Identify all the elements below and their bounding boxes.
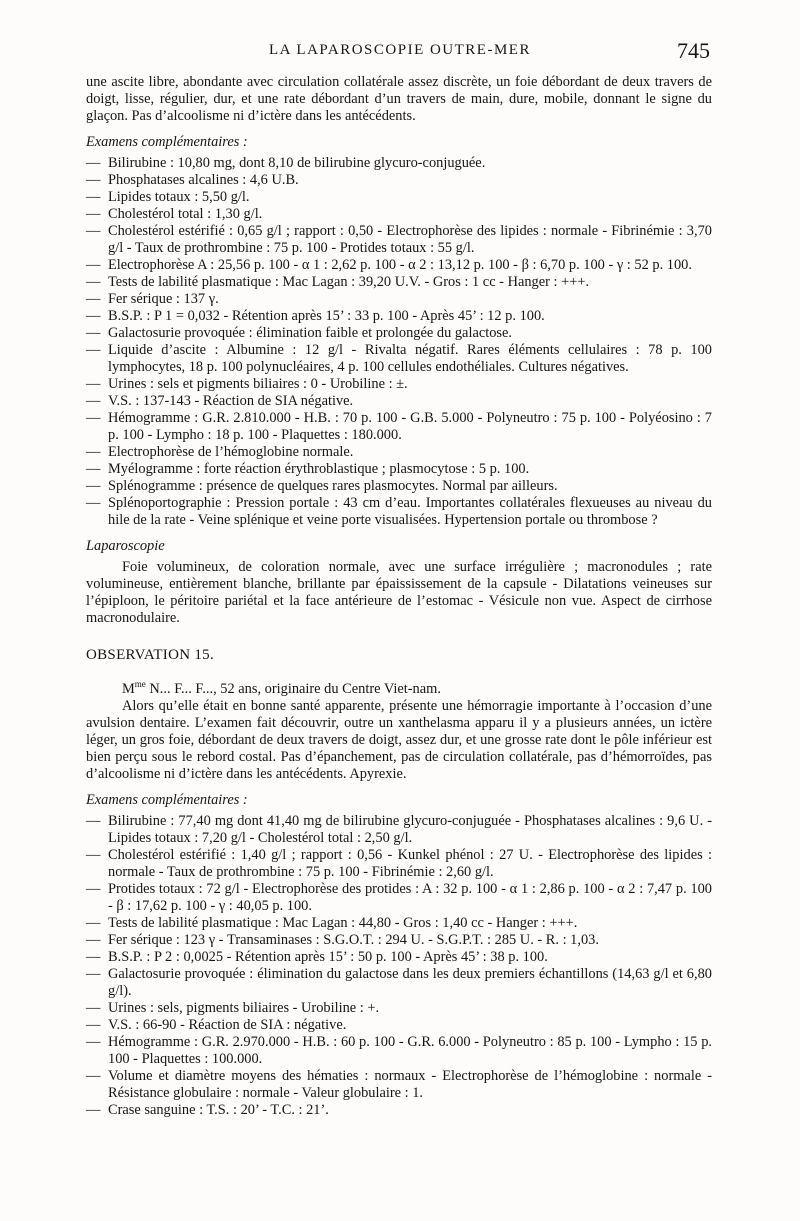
intro-paragraph: une ascite libre, abondante avec circulation collatérale assez discrète, un foie débordant de deux travers de doigt, lisse, régulier, dur, et une rate débordant d’un travers de main, dure, mobile, donnant le signe du glaçon. Pas d’alcoolisme ni d’ictère dans les antécédents. bbox=[86, 74, 712, 124]
list-item: — Volume et diamètre moyens des hématies : normaux - Electrophorèse de l’hémoglobine : normale - Résistance globulaire : normale - Valeur globulaire : 1. bbox=[86, 1068, 712, 1102]
laparoscopie-paragraph: Foie volumineux, de coloration normale, avec une surface irrégulière ; macronodules ; rate volumineuse, entièrement blanche, brillante par épaississement de la capsule - Dilatations veineuses sur l’épiploon, le péritoire pariétal et la face antérieure de l’estomac - Vésicule non vue. Aspect de cirrhose macronodulaire. bbox=[86, 559, 712, 626]
list-item: — Cholestérol total : 1,30 g/l. bbox=[86, 206, 712, 223]
list-item: — Myélogramme : forte réaction érythroblastique ; plasmocytose : 5 p. 100. bbox=[86, 461, 712, 478]
list-item: — Fer sérique : 137 γ. bbox=[86, 291, 712, 308]
list-item: — Lipides totaux : 5,50 g/l. bbox=[86, 189, 712, 206]
section-label-exams-1: Examens complémentaires : bbox=[86, 134, 248, 150]
page-body bbox=[86, 74, 712, 1119]
patient-line bbox=[86, 676, 712, 698]
list-item: — Urines : sels, pigments biliaires - Urobiline : +. bbox=[86, 1000, 712, 1017]
section-label-exams-2: Examens complémentaires : bbox=[86, 791, 248, 808]
page-number: 745 bbox=[677, 38, 710, 63]
list-item: — B.S.P. : P 2 : 0,0025 - Rétention après 15’ : 50 p. 100 - Après 45’ : 38 p. 100. bbox=[86, 949, 712, 966]
running-title: LA LAPAROSCOPIE OUTRE-MER bbox=[269, 42, 531, 58]
patient-title: $M^{me}$ bbox=[122, 679, 146, 697]
observation-heading: OBSERVATION 15. bbox=[86, 647, 215, 663]
list-item: — Bilirubine : 77,40 mg dont 41,40 mg de bilirubine glycuro-conjuguée - Phosphatases alcalines : 9,6 U. - Lipides totaux : 7,20 g/l - Cholestérol total : 2,50 g/l. bbox=[86, 813, 712, 847]
list-item: — V.S. : 66-90 - Réaction de SIA : négative. bbox=[86, 1017, 712, 1034]
history-paragraph: Alors qu’elle était en bonne santé apparente, présente une hémorragie importante à l’occasion d’une avulsion dentaire. L’examen fait découvrir, outre un xanthelasma apparu il y a plusieurs années, un ictère léger, un gros foie, débordant de deux travers de doigt, assez dur, et une grosse rate dont le pôle inférieur est bien perçu sous le rebord costal. Pas d’épanchement, pas de circulation collatérale, pas d’hémorroïdes, pas d’alcoolisme ni d’ictère dans les antécédents. Apyrexie. bbox=[86, 697, 712, 782]
list-item: — Protides totaux : 72 g/l - Electrophorèse des protides : A : 32 p. 100 - α 1 : 2,86 p. 100 - α 2 : 7,47 p. 100 - β : 17,62 p. 100 - γ : 40,05 p. 100. bbox=[86, 881, 712, 915]
exam-list-2 bbox=[86, 813, 712, 1119]
list-item: — Hémogramme : G.R. 2.810.000 - H.B. : 70 p. 100 - G.B. 5.000 - Polyneutro : 75 p. 100 - Polyéosino : 7 p. 100 - Lympho : 18 p. 100 - Plaquettes : 180.000. bbox=[86, 410, 712, 444]
patient-details: N... F... F..., 52 ans, originaire du Centre Viet-nam. bbox=[149, 680, 441, 697]
list-item: — Galactosurie provoquée : élimination du galactose dans les deux premiers échantillons (14,63 g/l et 6,80 g/l). bbox=[86, 966, 712, 1000]
exam-list-1 bbox=[86, 155, 712, 529]
list-item: — Tests de labilité plasmatique : Mac Lagan : 44,80 - Gros : 1,40 cc - Hanger : +++. bbox=[86, 915, 712, 932]
list-item: — Urines : sels et pigments biliaires : 0 - Urobiline : ±. bbox=[86, 376, 712, 393]
list-item: — Electrophorèse de l’hémoglobine normale. bbox=[86, 444, 712, 461]
list-item: — Bilirubine : 10,80 mg, dont 8,10 de bilirubine glycuro-conjuguée. bbox=[86, 155, 712, 172]
section-label-laparoscopie: Laparoscopie bbox=[86, 538, 165, 554]
list-item: — Electrophorèse A : 25,56 p. 100 - α 1 : 2,62 p. 100 - α 2 : 13,12 p. 100 - β : 6,70 p. 100 - γ : 52 p. 100. bbox=[86, 257, 712, 274]
list-item: — Tests de labilité plasmatique : Mac Lagan : 39,20 U.V. - Gros : 1 cc - Hanger : +++. bbox=[86, 274, 712, 291]
list-item: — Hémogramme : G.R. 2.970.000 - H.B. : 60 p. 100 - G.R. 6.000 - Polyneutro : 85 p. 100 - Lympho : 15 p. 100 - Plaquettes : 100.000. bbox=[86, 1034, 712, 1068]
list-item: — Splénoportographie : Pression portale : 43 cm d’eau. Importantes collatérales flexueuses au niveau du hile de la rate - Veine splénique et veine porte visualisées. Hypertension portale ou thrombose ? bbox=[86, 495, 712, 529]
list-item: — Cholestérol estérifié : 1,40 g/l ; rapport : 0,56 - Kunkel phénol : 27 U. - Electrophorèse des lipides : normale - Taux de prothrombine : 75 p. 100 - Fibrinémie : 2,60 g/l. bbox=[86, 847, 712, 881]
list-item: — Cholestérol estérifié : 0,65 g/l ; rapport : 0,50 - Electrophorèse des lipides : normale - Fibrinémie : 3,70 g/l - Taux de prothrombine : 75 p. 100 - Protides totaux : 55 g/l. bbox=[86, 223, 712, 257]
list-item: — B.S.P. : P 1 = 0,032 - Rétention après 15’ : 33 p. 100 - Après 45’ : 12 p. 100. bbox=[86, 308, 712, 325]
list-item: — V.S. : 137-143 - Réaction de SIA négative. bbox=[86, 393, 712, 410]
list-item: — Crase sanguine : T.S. : 20’ - T.C. : 21’. bbox=[86, 1102, 712, 1119]
list-item: — Galactosurie provoquée : élimination faible et prolongée du galactose. bbox=[86, 325, 712, 342]
list-item: — Splénogramme : présence de quelques rares plasmocytes. Normal par ailleurs. bbox=[86, 478, 712, 495]
list-item: — Phosphatases alcalines : 4,6 U.B. bbox=[86, 172, 712, 189]
list-item: — Fer sérique : 123 γ - Transaminases : S.G.O.T. : 294 U. - S.G.P.T. : 285 U. - R. : 1,03. bbox=[86, 932, 712, 949]
list-item: — Liquide d’ascite : Albumine : 12 g/l - Rivalta négatif. Rares éléments cellulaires : 78 p. 100 lymphocytes, 18 p. 100 polynucléaires, 4 p. 100 cellules endothéliales. Cultures négatives. bbox=[86, 342, 712, 376]
